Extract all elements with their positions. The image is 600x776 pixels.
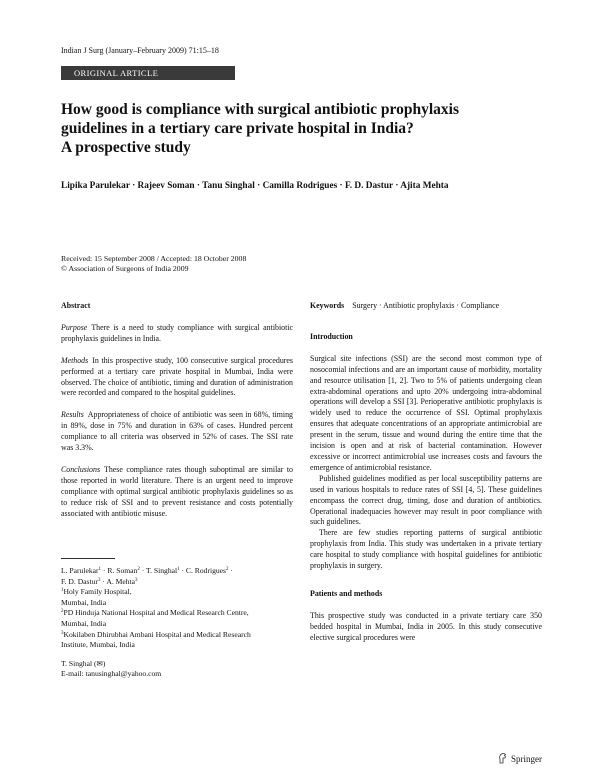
patients-methods-heading: Patients and methods (310, 588, 383, 598)
corresponding-email[interactable]: E-mail: tanusinghal@yahoo.com (61, 669, 162, 679)
affiliation-2-city: Mumbai, India (61, 618, 107, 628)
title-line: guidelines in a tertiary care private hospital in India? (61, 120, 414, 137)
patients-methods-paragraph: This prospective study was conducted in a private tertiary care 350 bedded hospital in Mumbai, India in 2005. In this study consecutive elective surgical procedures were (310, 610, 542, 642)
publisher-name: Springer (511, 754, 542, 764)
affiliation-names: F. D. Dastur$^3$ · A. Mehta$^3$ (61, 576, 138, 586)
author-affiliations (61, 566, 293, 680)
introduction-heading: Introduction (310, 331, 353, 341)
introduction-paragraph: Published guidelines modified as per local susceptibility patterns are used in various hospitals to reduce rates of SSI [4, 5]. These guidelines encompass the correct drug, timing, dose and duration of antibiotics. Operational inadequacies however may result in poor compliance with such guidelines. (310, 473, 542, 527)
affiliation-1-city: Mumbai, India (61, 597, 107, 607)
article-type-badge: ORIGINAL ARTICLE (61, 66, 235, 80)
received-accepted: Received: 15 September 2008 / Accepted: 18 October 2008 (61, 254, 247, 263)
title-line: How good is compliance with surgical antibiotic prophylaxis (61, 101, 460, 118)
affiliation-3: $^3$Kokilaben Dhirubhai Ambani Hospital and Medical Research (61, 629, 251, 639)
title-line: A prospective study (61, 139, 191, 156)
springer-horse-icon (497, 752, 508, 766)
body-right-column (310, 301, 542, 644)
journal-citation: Indian J Surg (January–February 2009) 71:15–18 (61, 46, 219, 55)
keywords: Keywords Surgery · Antibiotic prophylaxis · Compliance (310, 301, 500, 310)
corresponding-author: T. Singhal (✉) (61, 658, 106, 668)
affiliation-3-city: Institute, Mumbai, India (61, 640, 135, 650)
abstract-conclusions: Conclusions These compliance rates though suboptimal are similar to those reported in world literature. There is an urgent need to improve compliance with optimal surgical antibiotic prophylaxis guidelines so as to reduce risk of SSI and to prevent resistance and costs potentially associated with antibiotic misuse. (61, 464, 293, 518)
publisher-logo (497, 752, 542, 766)
article-dates (61, 254, 246, 274)
abstract-heading: Abstract (61, 301, 91, 310)
footnote-divider (61, 558, 115, 559)
affiliation-1: $^1$Holy Family Hospital, (61, 587, 132, 597)
abstract-purpose: Purpose There is a need to study compliance with surgical antibiotic prophylaxis guidelines in India. (61, 322, 293, 343)
introduction-paragraph: There are few studies reporting patterns of surgical antibiotic prophylaxis from India. This study was undertaken in a private tertiary care hospital to study compliance with hospital guidelines for antibiotic prophylaxis in surgery. (310, 528, 542, 571)
abstract-section (61, 301, 293, 520)
copyright: © Association of Surgeons of India 2009 (61, 264, 189, 273)
introduction-paragraph: Surgical site infections (SSI) are the second most common type of nosocomial infections and are an important cause of morbidity, mortality and resource utilisation [1, 2]. Two to 5% of patients undergoing clean extra-abdominal operations and upto 20% undergoing intra-abdominal operations will develop a SSI [3]. Perioperative antibiotic prophylaxis is widely used to reduce the occurrence of SSI. Optimal prophylaxis ensures that adequate concentrations of an appropriate antimicrobial are present in the serum, tissue and wound during the entire time that the incision is open and at risk of bacterial contamination. However excessive or incorrect antimicrobial use increases costs and favours the emergence of antimicrobial resistance. (310, 353, 542, 472)
author-list: Lipika Parulekar · Rajeev Soman · Tanu Singhal · Camilla Rodrigues · F. D. Dastur · Ajita Mehta (61, 181, 449, 191)
abstract-methods: Methods In this prospective study, 100 consecutive surgical procedures performed at a tertiary care private hospital in Mumbai, India were observed. The choice of antibiotic, timing and duration of administration were recorded and compared to the hospital guidelines. (61, 355, 293, 398)
abstract-results: Results Appropriateness of choice of antibiotic was seen in 68%, timing in 89%, dose in 75% and duration in 63% of cases. Hundred percent compliance to all criteria was observed in 52% of cases. The SSI rate was 3.3%. (61, 410, 293, 453)
article-title (61, 100, 541, 157)
affiliation-names: L. Parulekar$^1$ · R. Soman$^2$ · T. Singhal$^1$ · C. Rodrigues$^2$ · (61, 566, 233, 575)
affiliation-2: $^2$PD Hinduja National Hospital and Medical Research Centre, (61, 608, 249, 618)
